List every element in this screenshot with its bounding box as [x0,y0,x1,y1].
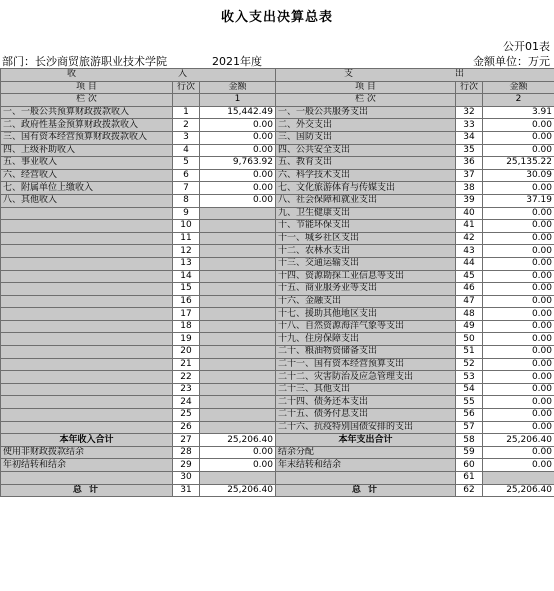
table-row [1,106,554,119]
expense-item: 九、卫生健康支出 [276,207,456,220]
summary-expense-amount: 0.00 [483,459,554,472]
expense-total-label: 总 计 [276,484,456,497]
income-amount: 0.00 [200,169,276,182]
income-item: 五、事业收入 [1,157,173,170]
expense-row-number: 49 [456,320,483,333]
summary-expense-item [276,472,456,485]
expense-row-number: 53 [456,371,483,384]
income-item [1,207,173,220]
table-row [1,232,554,245]
income-item [1,346,173,359]
expense-item: 一、一般公共服务支出 [276,106,456,119]
summary-income-item: 使用非财政拨款结余 [1,446,173,459]
expense-item: 十八、自然资源海洋气象等支出 [276,320,456,333]
summary-expense-amount [483,472,554,485]
summary-expense-amount: 25,206.40 [483,434,554,447]
expense-amount-header: 金额 [483,81,554,94]
income-header-char-1: 收 [66,69,78,80]
income-row-number: 23 [173,383,200,396]
income-amount [200,207,276,220]
income-item: 一、一般公共预算财政拨款收入 [1,106,173,119]
expense-item: 十九、住房保障支出 [276,333,456,346]
table-row [1,220,554,233]
table-row [1,157,554,170]
expense-amount: 0.00 [483,396,554,409]
expense-row-number: 44 [456,257,483,270]
income-amount [200,358,276,371]
expense-item: 十五、商业服务业等支出 [276,283,456,296]
report-title: 收入支出决算总表 [220,10,333,25]
table-row [1,182,554,195]
expense-amount: 0.00 [483,270,554,283]
summary-row [1,472,554,485]
summary-income-row-number: 27 [173,434,200,447]
expense-item: 二十一、国有资本经营预算支出 [276,358,456,371]
expense-total-amount: 25,206.40 [483,484,554,497]
income-item [1,220,173,233]
expense-row-number: 34 [456,131,483,144]
expense-amount: 0.00 [483,257,554,270]
expense-row-number: 55 [456,396,483,409]
income-item [1,283,173,296]
expense-row-number: 47 [456,295,483,308]
summary-income-row-number: 28 [173,446,200,459]
expense-row-number: 46 [456,283,483,296]
table-row [1,409,554,422]
summary-income-row-number: 30 [173,472,200,485]
expense-amount: 0.00 [483,119,554,132]
income-item: 二、政府性基金预算财政拨款收入 [1,119,173,132]
expense-amount: 25,135.22 [483,157,554,170]
expense-row-number: 57 [456,421,483,434]
expense-item: 二、外交支出 [276,119,456,132]
expense-amount: 37.19 [483,194,554,207]
income-item [1,383,173,396]
expense-item: 七、文化旅游体育与传媒支出 [276,182,456,195]
expense-amount: 0.00 [483,207,554,220]
expense-item: 二十五、债务付息支出 [276,409,456,422]
table-row [1,383,554,396]
income-row-number: 18 [173,320,200,333]
summary-expense-row-number: 60 [456,459,483,472]
expense-item: 二十六、抗疫特别国债安排的支出 [276,421,456,434]
table-row [1,257,554,270]
expense-item: 五、教育支出 [276,157,456,170]
table-row [1,333,554,346]
table-row [1,421,554,434]
income-section-header [1,69,276,82]
table-row [1,396,554,409]
table-row [1,371,554,384]
income-item: 七、附属单位上缴收入 [1,182,173,195]
income-row-number: 2 [173,119,200,132]
expense-row-number: 41 [456,220,483,233]
expense-item: 四、公共安全支出 [276,144,456,157]
income-column-label: 栏 次 [1,94,173,107]
expense-item: 二十三、其他支出 [276,383,456,396]
summary-income-amount: 0.00 [200,459,276,472]
income-item [1,409,173,422]
header-row-columns [1,81,554,94]
income-row-number: 7 [173,182,200,195]
income-amount [200,333,276,346]
expense-item: 十六、金融支出 [276,295,456,308]
expense-amount: 0.00 [483,283,554,296]
income-item [1,232,173,245]
income-item: 三、国有资本经营预算财政拨款收入 [1,131,173,144]
table-row [1,169,554,182]
income-row-number: 12 [173,245,200,258]
expense-total-row-number: 62 [456,484,483,497]
income-amount-header: 金额 [200,81,276,94]
expense-amount: 0.00 [483,358,554,371]
table-body [1,69,554,497]
income-amount [200,421,276,434]
expense-row-number: 35 [456,144,483,157]
expense-row-number: 38 [456,182,483,195]
table-row [1,207,554,220]
summary-expense-item: 本年支出合计 [276,434,456,447]
income-amount [200,371,276,384]
income-row-number: 20 [173,346,200,359]
summary-income-row-number: 29 [173,459,200,472]
income-item [1,270,173,283]
income-total-label: 总 计 [1,484,173,497]
income-amount [200,270,276,283]
income-row-number: 17 [173,308,200,321]
table-row [1,194,554,207]
income-item [1,396,173,409]
income-header-char-2: 入 [178,69,190,80]
expense-item: 二十二、灾害防治及应急管理支出 [276,371,456,384]
income-item [1,245,173,258]
header-row-index [1,94,554,107]
income-amount: 0.00 [200,131,276,144]
summary-expense-row-number: 61 [456,472,483,485]
income-amount [200,396,276,409]
expense-item: 十四、资源勘探工业信息等支出 [276,270,456,283]
expense-index-blank [456,94,483,107]
summary-income-item [1,472,173,485]
income-row-number: 4 [173,144,200,157]
income-row-number: 16 [173,295,200,308]
income-row-number: 14 [173,270,200,283]
expense-item: 二十、粮油物资储备支出 [276,346,456,359]
income-item [1,257,173,270]
expense-row-number: 51 [456,346,483,359]
summary-income-amount [200,472,276,485]
expense-row-number: 32 [456,106,483,119]
expense-item: 六、科学技术支出 [276,169,456,182]
income-amount [200,257,276,270]
income-rowno-header: 行次 [173,81,200,94]
summary-row [1,446,554,459]
expense-row-number: 45 [456,270,483,283]
expense-header-char-1: 支 [343,69,355,80]
income-row-number: 9 [173,207,200,220]
expense-amount: 0.00 [483,346,554,359]
income-amount [200,308,276,321]
header-row-section [1,69,554,82]
expense-amount: 0.00 [483,409,554,422]
income-item: 四、上级补助收入 [1,144,173,157]
expense-item-header: 项 目 [276,81,456,94]
income-row-number: 19 [173,333,200,346]
income-amount [200,245,276,258]
table-row [1,295,554,308]
income-amount: 0.00 [200,194,276,207]
income-amount [200,383,276,396]
table-row [1,245,554,258]
income-amount [200,283,276,296]
income-amount: 15,442.49 [200,106,276,119]
income-item [1,333,173,346]
summary-expense-amount: 0.00 [483,446,554,459]
income-amount [200,409,276,422]
summary-income-amount: 0.00 [200,446,276,459]
income-item: 六、经营收入 [1,169,173,182]
income-row-number: 22 [173,371,200,384]
expense-item: 十七、援助其他地区支出 [276,308,456,321]
table-row [1,320,554,333]
expense-header-char-2: 出 [455,69,467,80]
expense-item: 十一、城乡社区支出 [276,232,456,245]
summary-expense-row-number: 58 [456,434,483,447]
expense-item: 十、节能环保支出 [276,220,456,233]
summary-expense-row-number: 59 [456,446,483,459]
summary-expense-item: 结余分配 [276,446,456,459]
income-row-number: 8 [173,194,200,207]
table-row [1,119,554,132]
expense-amount: 0.00 [483,421,554,434]
income-row-number: 3 [173,131,200,144]
form-code: 公开01表 [503,40,550,53]
income-row-number: 1 [173,106,200,119]
expense-amount: 3.91 [483,106,554,119]
expense-amount: 0.00 [483,295,554,308]
table-row [1,358,554,371]
summary-income-item: 本年收入合计 [1,434,173,447]
expense-row-number: 50 [456,333,483,346]
income-row-number: 11 [173,232,200,245]
expense-amount: 0.00 [483,245,554,258]
income-amount: 9,763.92 [200,157,276,170]
expense-row-number: 56 [456,409,483,422]
summary-row [1,459,554,472]
summary-row [1,434,554,447]
income-row-number: 6 [173,169,200,182]
expense-amount: 0.00 [483,320,554,333]
income-item [1,358,173,371]
expense-section-header [276,69,554,82]
income-row-number: 5 [173,157,200,170]
income-item [1,421,173,434]
expense-column-number: 2 [483,94,554,107]
income-total-row-number: 31 [173,484,200,497]
expense-row-number: 37 [456,169,483,182]
expense-amount: 0.00 [483,182,554,195]
income-row-number: 13 [173,257,200,270]
income-row-number: 10 [173,220,200,233]
expense-amount: 0.00 [483,383,554,396]
expense-item: 二十四、债务还本支出 [276,396,456,409]
income-row-number: 24 [173,396,200,409]
income-item [1,308,173,321]
expense-row-number: 36 [456,157,483,170]
expense-amount: 0.00 [483,232,554,245]
expense-rowno-header: 行次 [456,81,483,94]
expense-amount: 30.09 [483,169,554,182]
table-row [1,270,554,283]
income-item [1,320,173,333]
expense-item: 八、社会保障和就业支出 [276,194,456,207]
summary-expense-item: 年末结转和结余 [276,459,456,472]
table-row [1,346,554,359]
expense-row-number: 39 [456,194,483,207]
income-item [1,371,173,384]
expense-amount: 0.00 [483,308,554,321]
income-amount [200,346,276,359]
income-column-number: 1 [200,94,276,107]
expense-item: 三、国防支出 [276,131,456,144]
table-row [1,308,554,321]
income-total-amount: 25,206.40 [200,484,276,497]
income-amount: 0.00 [200,119,276,132]
income-row-number: 26 [173,421,200,434]
income-item [1,295,173,308]
summary-income-amount: 25,206.40 [200,434,276,447]
expense-column-label: 栏 次 [276,94,456,107]
income-amount: 0.00 [200,182,276,195]
income-row-number: 21 [173,358,200,371]
expense-amount: 0.00 [483,371,554,384]
table-row [1,283,554,296]
expense-row-number: 48 [456,308,483,321]
income-item: 八、其他收入 [1,194,173,207]
income-amount: 0.00 [200,144,276,157]
income-row-number: 15 [173,283,200,296]
income-item-header: 项 目 [1,81,173,94]
fiscal-year: 2021年度 [212,55,262,68]
expense-amount: 0.00 [483,333,554,346]
table-row [1,131,554,144]
expense-row-number: 52 [456,358,483,371]
income-expense-table [0,68,554,497]
income-amount [200,320,276,333]
expense-amount: 0.00 [483,144,554,157]
income-row-number: 25 [173,409,200,422]
expense-item: 十三、交通运输支出 [276,257,456,270]
summary-income-item: 年初结转和结余 [1,459,173,472]
expense-item: 十二、农林水支出 [276,245,456,258]
expense-row-number: 33 [456,119,483,132]
expense-amount: 0.00 [483,131,554,144]
total-row [1,484,554,497]
income-amount [200,295,276,308]
expense-row-number: 54 [456,383,483,396]
expense-amount: 0.00 [483,220,554,233]
income-amount [200,220,276,233]
expense-row-number: 40 [456,207,483,220]
expense-row-number: 43 [456,245,483,258]
expense-row-number: 42 [456,232,483,245]
income-index-blank [173,94,200,107]
amount-unit: 金额单位：万元 [473,55,550,68]
department-label: 部门：长沙商贸旅游职业技术学院 [2,55,167,68]
income-amount [200,232,276,245]
table-row [1,144,554,157]
